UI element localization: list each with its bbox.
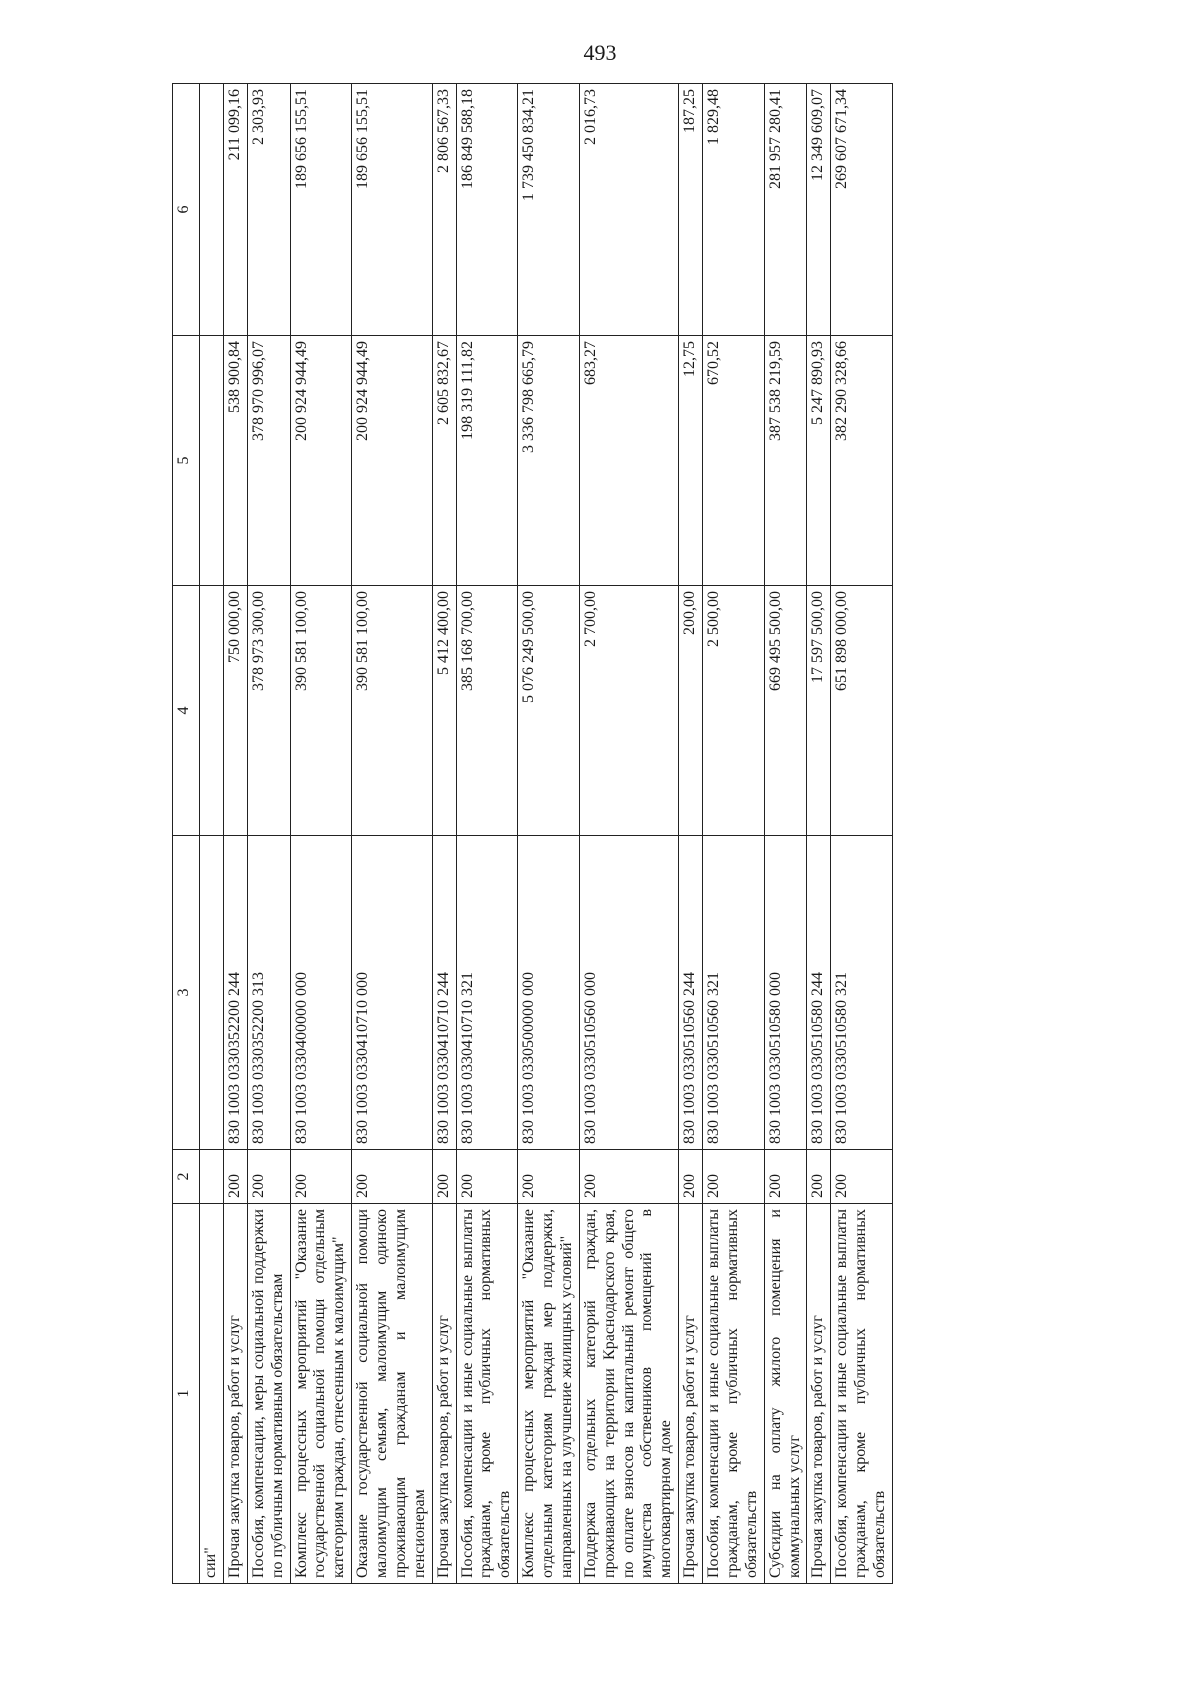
row-name-cell: Комплекс процессных мероприятий "Оказание государственной социальной помощи отдельным категориям граждан, отнесенным к малоимущим" (290, 1204, 352, 1584)
row-remainder-cell: 186 849 588,18 (456, 84, 518, 336)
row-name-cell: Оказание государственной социальной помощи малоимущим семьям, малоимущим одиноко проживающим гражданам и малоимущим пенсионерам (352, 1204, 433, 1584)
row-remainder-cell: 189 656 155,51 (352, 84, 433, 336)
row-planned-cell: 750 000,00 (223, 586, 247, 836)
row-code-cell: 830 1003 0330400000 000 (290, 836, 352, 1150)
row-admin-cell: 200 (831, 1150, 893, 1204)
row-remainder-cell: 12 349 609,07 (807, 84, 831, 336)
row-name-cell: Прочая закупка товаров, работ и услуг (223, 1204, 247, 1584)
row-name-cell: Пособия, компенсации и иные социальные выплаты гражданам, кроме публичных нормативных обязательств (703, 1204, 765, 1584)
table-row (703, 84, 765, 1584)
row-name-cell: Прочая закупка товаров, работ и услуг (807, 1204, 831, 1584)
row-code-cell: 830 1003 0330410710 000 (352, 836, 433, 1150)
row-planned-cell: 390 581 100,00 (352, 586, 433, 836)
row-planned-cell: 200,00 (679, 586, 703, 836)
row-planned-cell: 2 500,00 (703, 586, 765, 836)
row-name-cell: Субсидии на оплату жилого помещения и коммунальных услуг (764, 1204, 807, 1584)
row-remainder-cell: 2 806 567,33 (432, 84, 456, 336)
row-planned-cell: 669 495 500,00 (764, 586, 807, 836)
row-code-cell: 830 1003 0330410710 244 (432, 836, 456, 1150)
row-admin-cell: 200 (807, 1150, 831, 1204)
row-admin-cell: 200 (518, 1150, 580, 1204)
row-executed-cell: 378 970 996,07 (247, 336, 290, 586)
table-row (518, 84, 580, 1584)
row-executed-cell: 387 538 219,59 (764, 336, 807, 586)
table-row (764, 84, 807, 1584)
column-header: 6 (173, 84, 200, 336)
header-row (173, 84, 200, 1584)
row-remainder-cell: 1 739 450 834,21 (518, 84, 580, 336)
row-code-cell: 830 1003 0330352200 244 (223, 836, 247, 1150)
table-row (679, 84, 703, 1584)
table-row (432, 84, 456, 1584)
row-admin-cell: 200 (247, 1150, 290, 1204)
row-executed-cell: 5 247 890,93 (807, 336, 831, 586)
row-remainder-cell: 1 829,48 (703, 84, 765, 336)
row-name-cell: Пособия, компенсации и иные социальные выплаты гражданам, кроме публичных нормативных обязательств (456, 1204, 518, 1584)
table-row (247, 84, 290, 1584)
table-row (831, 84, 893, 1584)
column-header: 3 (173, 836, 200, 1150)
row-planned-cell: 5 412 400,00 (432, 586, 456, 836)
row-executed-cell: 2 605 832,67 (432, 336, 456, 586)
row-code-cell: 830 1003 0330410710 321 (456, 836, 518, 1150)
table-row (456, 84, 518, 1584)
row-name-cell: Пособия, компенсации и иные социальные выплаты гражданам, кроме публичных нормативных обязательств (831, 1204, 893, 1584)
table-row (290, 84, 352, 1584)
row-code-cell: 830 1003 0330510560 244 (679, 836, 703, 1150)
row-planned-cell: 378 973 300,00 (247, 586, 290, 836)
row-executed-cell: 12,75 (679, 336, 703, 586)
row-planned-cell: 5 076 249 500,00 (518, 586, 580, 836)
row-admin-cell: 200 (352, 1150, 433, 1204)
row-admin-cell: 200 (223, 1150, 247, 1204)
row-remainder-cell: 189 656 155,51 (290, 84, 352, 336)
row-code-cell: 830 1003 0330510580 244 (807, 836, 831, 1150)
row-remainder-cell: 211 099,16 (223, 84, 247, 336)
table-row (807, 84, 831, 1584)
row-admin-cell: 200 (579, 1150, 678, 1204)
row-admin-cell: 200 (703, 1150, 765, 1204)
row-admin-cell: 200 (290, 1150, 352, 1204)
row-remainder-cell: 2 303,93 (247, 84, 290, 336)
row-executed-cell: 3 336 798 665,79 (518, 336, 580, 586)
table-body (200, 84, 893, 1584)
page-number: 493 (583, 40, 617, 65)
table-row (352, 84, 433, 1584)
budget-table-rotated (172, 84, 893, 1584)
row-executed-cell: 538 900,84 (223, 336, 247, 586)
row-code-cell: 830 1003 0330500000 000 (518, 836, 580, 1150)
column-header: 4 (173, 586, 200, 836)
row-executed-cell: 683,27 (579, 336, 678, 586)
row-planned-cell: 390 581 100,00 (290, 586, 352, 836)
continuation-row (200, 84, 224, 1584)
column-header: 1 (173, 1204, 200, 1584)
row-name-cell: Комплекс процессных мероприятий "Оказание отдельным категориям граждан мер поддержки, направленных на улучшение жилищных условий" (518, 1204, 580, 1584)
row-name-cell: Поддержка отдельных категорий граждан, проживающих на территории Краснодарского края, по оплате взносов на капитальный ремонт общего имущества собственников помещений в многоквартирном доме (579, 1204, 678, 1584)
row-code-cell: 830 1003 0330510580 000 (764, 836, 807, 1150)
row-name-cell: Пособия, компенсации, меры социальной поддержки по публичным нормативным обязательствам (247, 1204, 290, 1584)
continuation-text: сии" (200, 1204, 224, 1584)
row-name-cell: Прочая закупка товаров, работ и услуг (432, 1204, 456, 1584)
row-planned-cell: 17 597 500,00 (807, 586, 831, 836)
row-code-cell: 830 1003 0330510560 000 (579, 836, 678, 1150)
row-planned-cell: 651 898 000,00 (831, 586, 893, 836)
row-remainder-cell: 269 607 671,34 (831, 84, 893, 336)
row-executed-cell: 200 924 944,49 (352, 336, 433, 586)
row-code-cell: 830 1003 0330510580 321 (831, 836, 893, 1150)
row-admin-cell: 200 (432, 1150, 456, 1204)
row-code-cell: 830 1003 0330352200 313 (247, 836, 290, 1150)
row-remainder-cell: 281 957 280,41 (764, 84, 807, 336)
row-planned-cell: 385 168 700,00 (456, 586, 518, 836)
row-admin-cell: 200 (679, 1150, 703, 1204)
column-header: 5 (173, 336, 200, 586)
row-remainder-cell: 2 016,73 (579, 84, 678, 336)
row-admin-cell: 200 (456, 1150, 518, 1204)
table-row (579, 84, 678, 1584)
row-code-cell: 830 1003 0330510560 321 (703, 836, 765, 1150)
row-executed-cell: 382 290 328,66 (831, 336, 893, 586)
row-admin-cell: 200 (764, 1150, 807, 1204)
row-planned-cell: 2 700,00 (579, 586, 678, 836)
row-name-cell: Прочая закупка товаров, работ и услуг (679, 1204, 703, 1584)
row-executed-cell: 670,52 (703, 336, 765, 586)
budget-table (172, 83, 893, 1584)
row-executed-cell: 198 319 111,82 (456, 336, 518, 586)
column-header: 2 (173, 1150, 200, 1204)
row-remainder-cell: 187,25 (679, 84, 703, 336)
row-executed-cell: 200 924 944,49 (290, 336, 352, 586)
table-row (223, 84, 247, 1584)
